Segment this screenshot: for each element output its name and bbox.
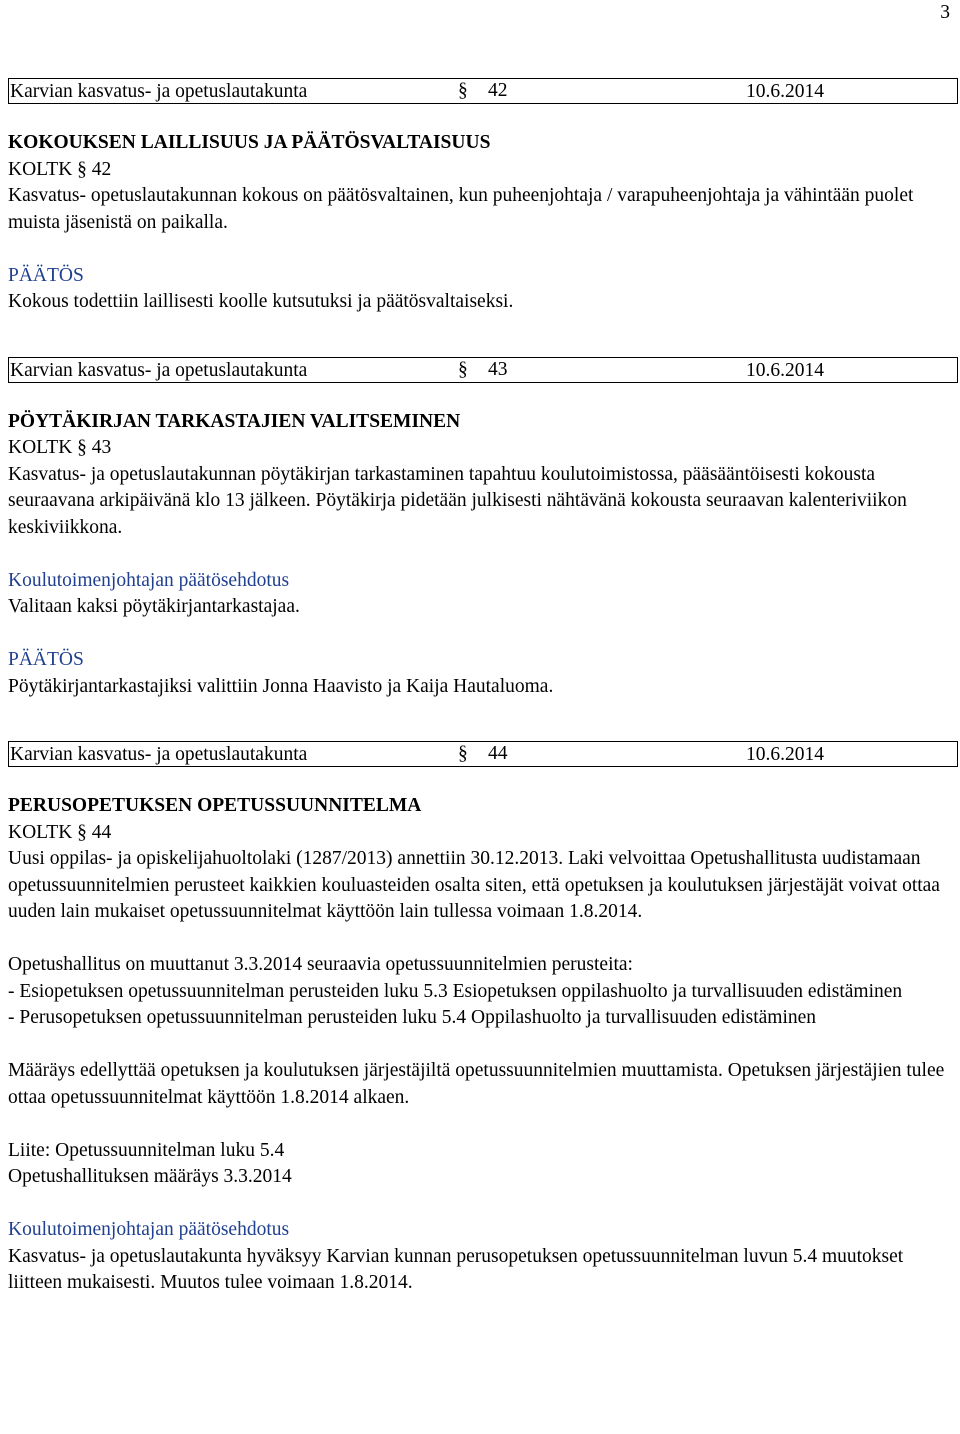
- section-body: Uusi oppilas- ja opiskelijahuoltolaki (1287/2013) annettiin 30.12.2013. Laki velvoittaa Opetushallitusta uudistamaan opetussuunnitelmien perusteet kaikkien kouluasteiden osalta siten, että opetuksen ja koulutuksen järjestäjät voivat ottaa uuden lain mukaiset opetussuunnitelmat käyttöön lain tullessa voimaan 1.8.2014.: [8, 848, 940, 922]
- paragraph-sign: §: [458, 358, 468, 380]
- attachment-line: Opetushallituksen määräys 3.3.2014: [8, 1166, 292, 1187]
- changes-intro: Opetushallitus on muuttanut 3.3.2014 seuraavia opetussuunnitelmien perusteita:: [8, 954, 633, 975]
- decision-label: PÄÄTÖS: [8, 649, 84, 670]
- minutes-page: [8, 78, 958, 1297]
- section-header-44: [8, 741, 958, 767]
- proposal-text: Valitaan kaksi pöytäkirjantarkastajaa.: [8, 596, 300, 617]
- meeting-date: 10.6.2014: [746, 359, 824, 381]
- section-number: 43: [488, 358, 508, 380]
- decision-text: Pöytäkirjantarkastajiksi valittiin Jonna Haavisto ja Kaija Hautaluoma.: [8, 675, 554, 697]
- changes-item: - Perusopetuksen opetussuunnitelman perusteiden luku 5.4 Oppilashuolto ja turvallisuuden edistäminen: [8, 1007, 817, 1028]
- section-body: Kasvatus- ja opetuslautakunnan pöytäkirjan tarkastaminen tapahtuu koulutoimistossa, pääsääntöisesti kokousta seuraavana arkipäivänä klo 13 jälkeen. Pöytäkirja pidetään julkisesti nähtävänä kokousta seuraavan kalenteriviikon keskiviikkona.: [8, 463, 907, 538]
- decision-label: PÄÄTÖS: [8, 264, 84, 286]
- regulation-text: Määräys edellyttää opetuksen ja koulutuksen järjestäjiltä opetussuunnitelmien muuttamista. Opetuksen järjestäjien tulee ottaa opetussuunnitelmat käyttöön 1.8.2014 alkaen.: [8, 1060, 945, 1108]
- section-title: PÖYTÄKIRJAN TARKASTAJIEN VALITSEMINEN: [8, 410, 461, 432]
- section-title: PERUSOPETUKSEN OPETUSSUUNNITELMA: [8, 795, 422, 816]
- koltk-reference: KOLTK § 43: [8, 437, 112, 458]
- koltk-reference: KOLTK § 44: [8, 821, 112, 843]
- committee-name: Karvian kasvatus- ja opetuslautakunta: [10, 744, 308, 765]
- changes-item: - Esiopetuksen opetussuunnitelman perusteiden luku 5.3 Esiopetuksen oppilashuolto ja turvallisuuden edistäminen: [8, 980, 903, 1002]
- committee-name: Karvian kasvatus- ja opetuslautakunta: [10, 81, 308, 102]
- committee-name: Karvian kasvatus- ja opetuslautakunta: [10, 359, 308, 381]
- proposal-text: Kasvatus- ja opetuslautakunta hyväksyy Karvian kunnan perusopetuksen opetussuunnitelman luvun 5.4 muutokset liitteen mukaisesti. Muutos tulee voimaan 1.8.2014.: [8, 1245, 904, 1293]
- decision-text: Kokous todettiin laillisesti koolle kutsutuksi ja päätösvaltaiseksi.: [8, 291, 514, 312]
- koltk-reference: KOLTK § 42: [8, 158, 112, 180]
- section-header-42: [8, 78, 958, 104]
- proposal-label: Koulutoimenjohtajan päätösehdotus: [8, 569, 290, 591]
- proposal-label: Koulutoimenjohtajan päätösehdotus: [8, 1219, 290, 1240]
- section-header-43: [8, 357, 958, 383]
- section-number: 44: [488, 743, 508, 764]
- page-number: 3: [940, 2, 950, 23]
- paragraph-sign: §: [458, 80, 468, 101]
- section-title: KOKOUKSEN LAILLISUUS JA PÄÄTÖSVALTAISUUS: [8, 132, 491, 153]
- meeting-date: 10.6.2014: [746, 81, 824, 102]
- attachment-line: Liite: Opetussuunnitelman luku 5.4: [8, 1139, 285, 1161]
- paragraph-sign: §: [458, 743, 468, 764]
- section-number: 42: [488, 80, 508, 101]
- section-body: Kasvatus- opetuslautakunnan kokous on päätösvaltainen, kun puheenjohtaja / varapuheenjohtaja ja vähintään puolet muista jäsenistä on paikalla.: [8, 185, 914, 233]
- meeting-date: 10.6.2014: [746, 744, 824, 765]
